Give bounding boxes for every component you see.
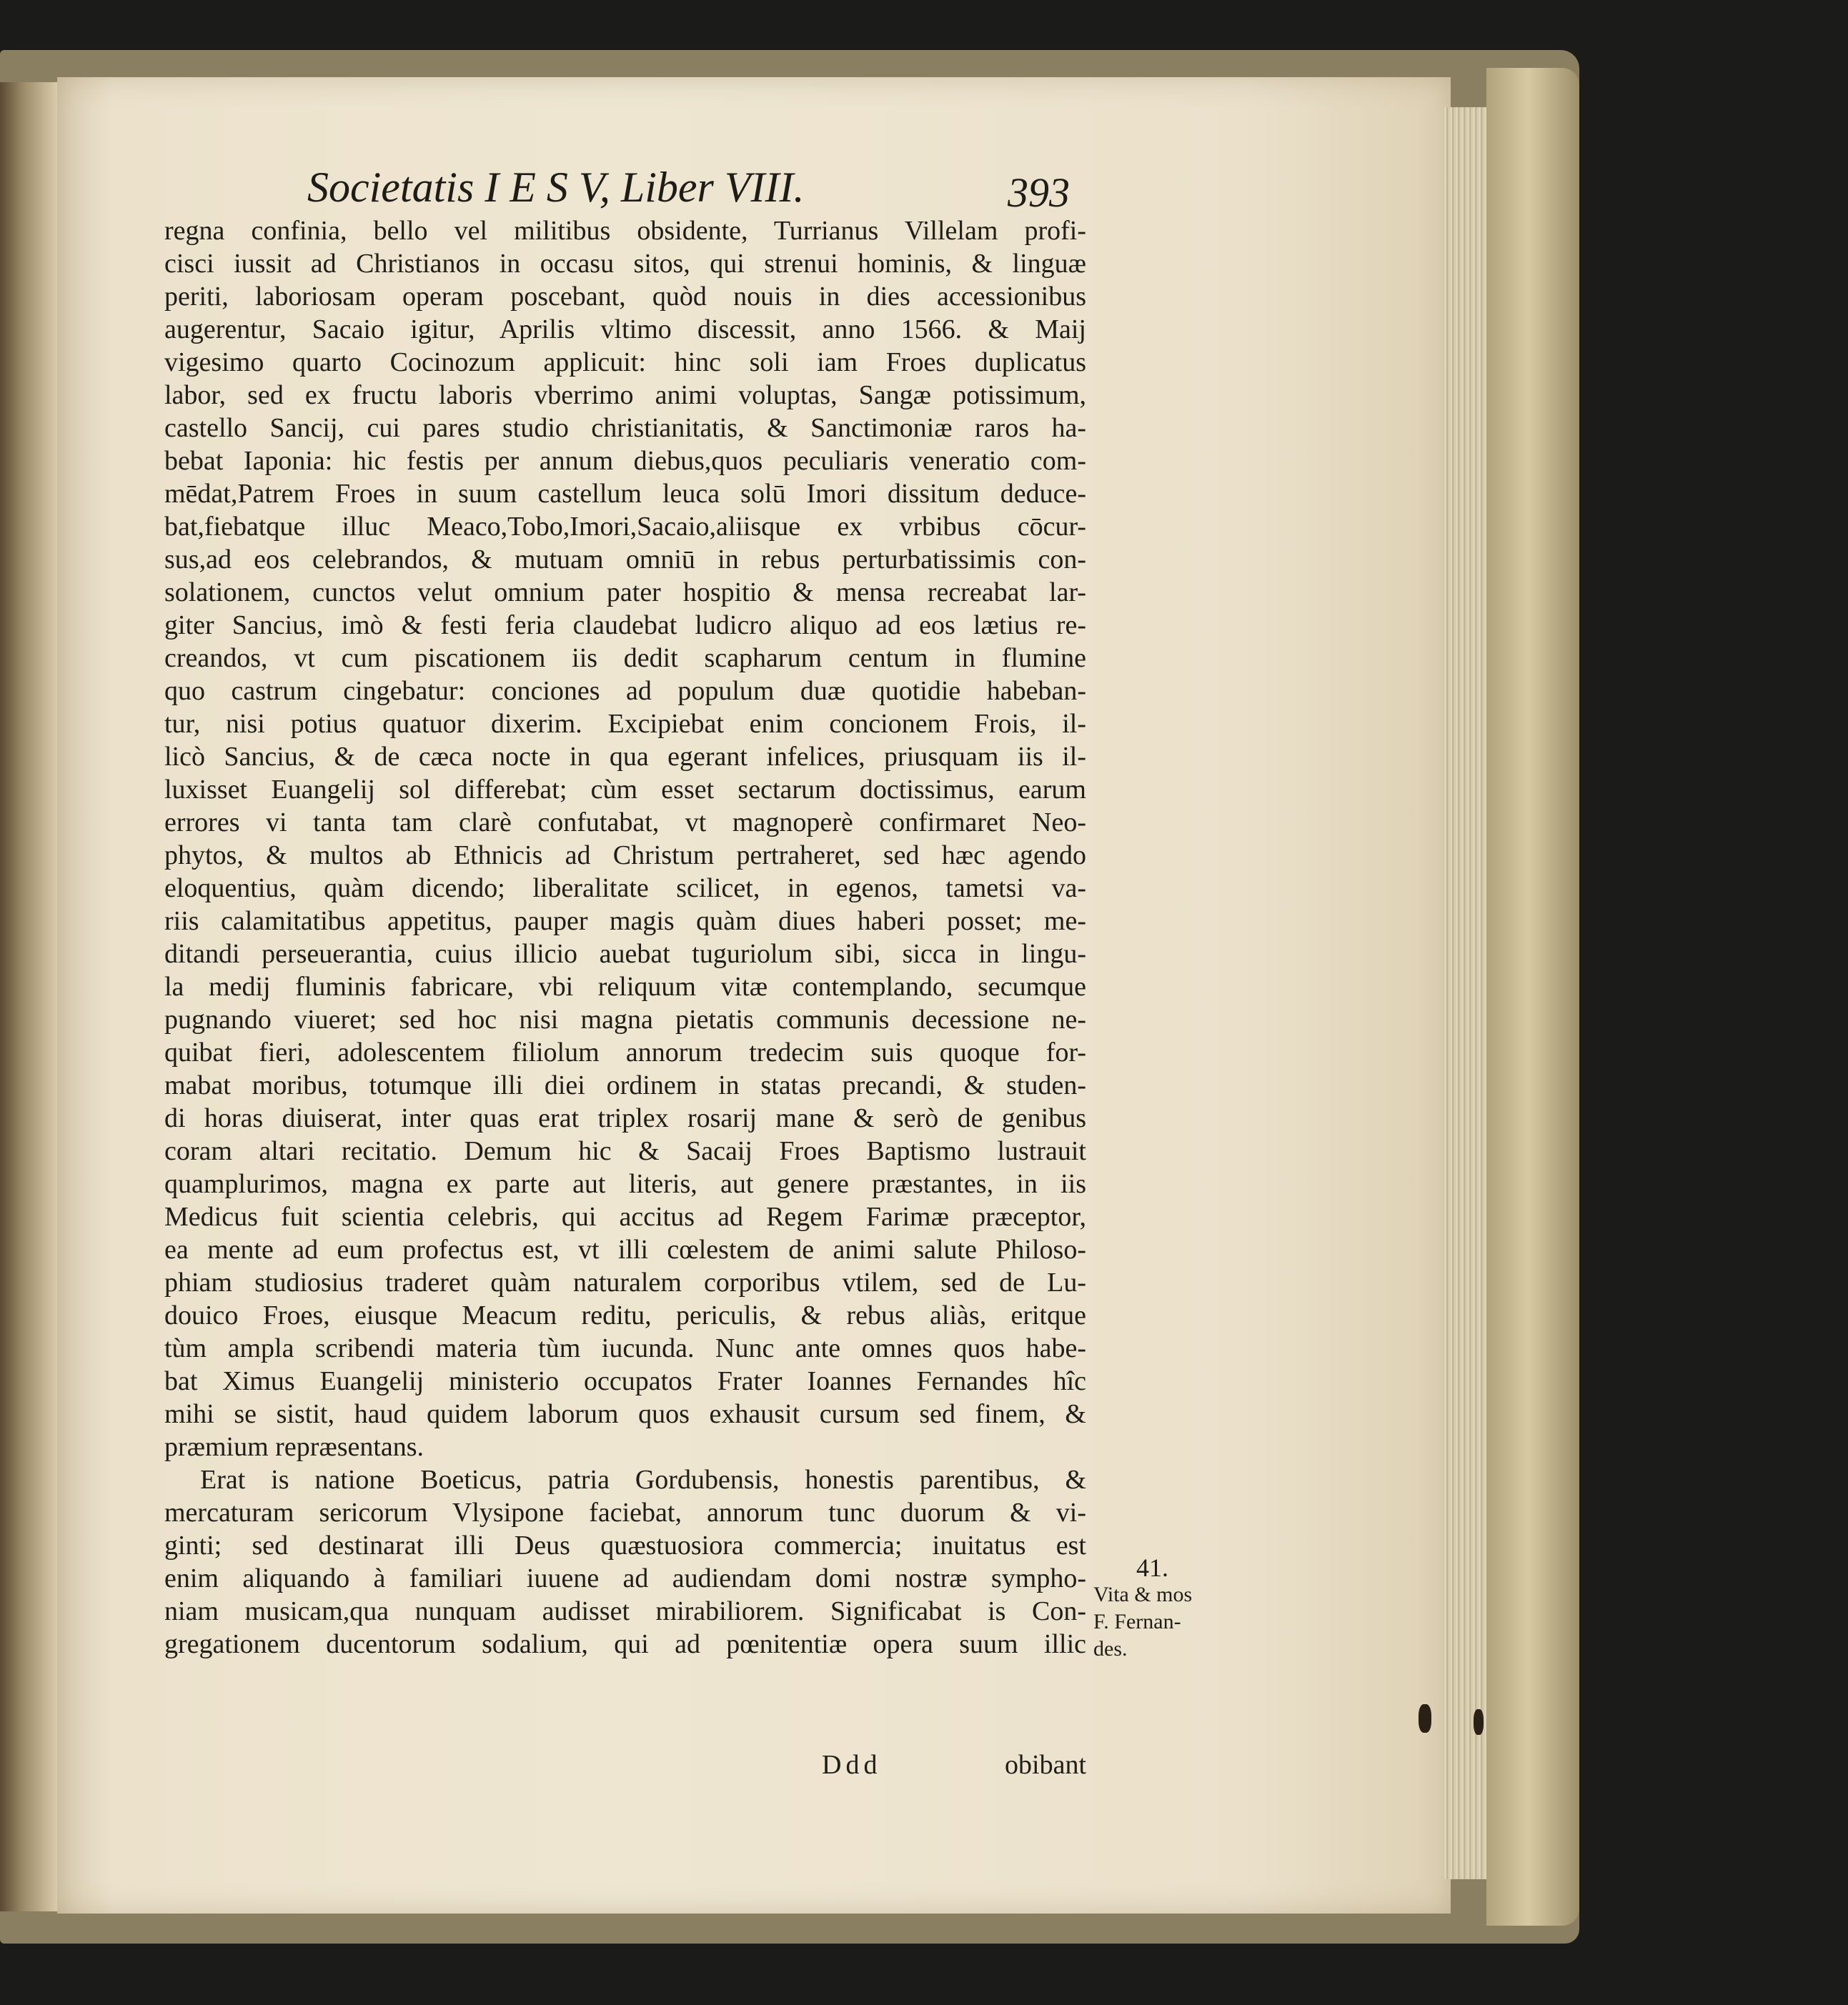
text-line: riis calamitatibus appetitus, pauper magis quàm diues haberi posset; me- [164,906,1086,936]
text-line: augerentur, Sacaio igitur, Aprilis vltimo discessit, anno 1566. & Maij [164,314,1086,344]
text-line: quo castrum cingebatur: conciones ad populum duæ quotidie habeban- [164,676,1086,706]
text-line: coram altari recitatio. Demum hic & Sacaij Froes Baptismo lustrauit [164,1136,1086,1166]
marginal-note-line: des. [1093,1637,1128,1661]
text-line: periti, laboriosam operam poscebant, quòd nouis in dies accessionibus [164,282,1086,312]
signature-mark: Ddd [822,1750,882,1780]
text-line: ditandi perseuerantia, cuius illicio auebat tuguriolum sibi, sicca in lingu- [164,939,1086,969]
text-line: niam musicam,qua nunquam audisset mirabiliorem. Significabat is Con- [164,1596,1086,1626]
page-edges [1444,107,1486,1879]
text-line: bat,fiebatque illuc Meaco,Tobo,Imori,Sacaio,aliisque ex vrbibus cōcur- [164,512,1086,542]
text-line: tur, nisi potius quatuor dixerim. Excipiebat enim concionem Frois, il- [164,709,1086,739]
catchword: obibant [1005,1750,1086,1780]
text-line: mēdat,Patrem Froes in suum castellum leuca solū Imori dissitum deduce- [164,479,1086,509]
text-line: vigesimo quarto Cocinozum applicuit: hinc soli iam Froes duplicatus [164,347,1086,377]
text-line: creandos, vt cum piscationem iis dedit scapharum centum in flumine [164,643,1086,673]
text-line: douico Froes, eiusque Meacum reditu, periculis, & rebus aliàs, eritque [164,1300,1086,1330]
text-line: regna confinia, bello vel militibus obsidente, Turrianus Villelam profi- [164,216,1086,246]
signature-line [164,1749,1086,1785]
text-line: licò Sancius, & de cæca nocte in qua egerant infelices, priusquam iis il- [164,742,1086,772]
vellum-cover [1486,68,1579,1926]
text-line: sus,ad eos celebrandos, & mutuam omniū in rebus perturbatissimis con- [164,544,1086,574]
marginal-note [1093,1554,1236,1663]
text-line: gregationem ducentorum sodalium, qui ad pœnitentiæ opera suum illic [164,1629,1086,1659]
main-text-block [164,214,1086,1661]
running-head: Societatis I E S V, Liber VIII. [307,164,805,211]
left-page-edge [0,82,57,1911]
text-line: enim aliquando à familiari iuuene ad audiendam domi nostræ sympho- [164,1563,1086,1593]
text-line: bat Ximus Euangelij ministerio occupatos Frater Ioannes Fernandes hîc [164,1366,1086,1396]
text-line: cisci iussit ad Christianos in occasu sitos, qui strenui hominis, & linguæ [164,249,1086,279]
text-line: ginti; sed destinarat illi Deus quæstuosiora commercia; inuitatus est [164,1531,1086,1561]
text-line: solationem, cunctos velut omnium pater hospitio & mensa recreabat lar- [164,577,1086,607]
ink-stain [1419,1704,1431,1733]
text-line: tùm ampla scribendi materia tùm iucunda. Nunc ante omnes quos habe- [164,1333,1086,1363]
text-line: pugnando viueret; sed hoc nisi magna pietatis communis decessione ne- [164,1005,1086,1035]
text-line: errores vi tanta tam clarè confutabat, vt magnoperè confirmaret Neo- [164,807,1086,837]
text-line: labor, sed ex fructu laboris vberrimo animi voluptas, Sangæ potissimum, [164,380,1086,410]
text-line: bebat Iaponia: hic festis per annum diebus,quos peculiaris veneratio com- [164,446,1086,476]
text-line: ea mente ad eum profectus est, vt illi cœlestem de animi salute Philoso- [164,1235,1086,1265]
text-line: Medicus fuit scientia celebris, qui accitus ad Regem Farimæ præceptor, [164,1202,1086,1232]
text-line: di horas diuiserat, inter quas erat triplex rosarij mane & serò de genibus [164,1103,1086,1133]
text-line: giter Sancius, imò & festi feria claudebat ludicro aliquo ad eos lætius re- [164,610,1086,640]
marginal-note-number: 41. [1136,1553,1168,1582]
text-line: mabat moribus, totumque illi diei ordinem in statas precandi, & studen- [164,1070,1086,1100]
text-line: phiam studiosius traderet quàm naturalem corporibus vtilem, sed de Lu- [164,1268,1086,1298]
text-line: phytos, & multos ab Ethnicis ad Christum pertraheret, sed hæc agendo [164,840,1086,870]
marginal-note-line: Vita & mos [1093,1583,1193,1606]
ink-stain [1474,1709,1484,1735]
page-number: 393 [1008,169,1070,216]
text-line: eloquentius, quàm dicendo; liberalitate scilicet, in egenos, tametsi va- [164,873,1086,903]
text-line: la medij fluminis fabricare, vbi reliquum vitæ contemplando, secumque [164,972,1086,1002]
text-line: mihi se sistit, haud quidem laborum quos exhausit cursum sed finem, & [164,1399,1086,1429]
text-line: quamplurimos, magna ex parte aut literis, aut genere præstantes, in iis [164,1169,1086,1199]
text-line: luxisset Euangelij sol differebat; cùm esset sectarum doctissimus, earum [164,775,1086,805]
page-header [307,163,1093,220]
text-line: Erat is natione Boeticus, patria Gordubensis, honestis parentibus, & [200,1465,1086,1495]
marginal-note-line: F. Fernan- [1093,1610,1181,1633]
text-line: præmium repræsentans. [164,1432,424,1462]
text-line: quibat fieri, adolescentem filiolum annorum tredecim suis quoque for- [164,1038,1086,1068]
text-line: castello Sancij, cui pares studio christianitatis, & Sanctimoniæ raros ha- [164,413,1086,443]
text-line: mercaturam sericorum Vlysipone faciebat, annorum tunc duorum & vi- [164,1498,1086,1528]
